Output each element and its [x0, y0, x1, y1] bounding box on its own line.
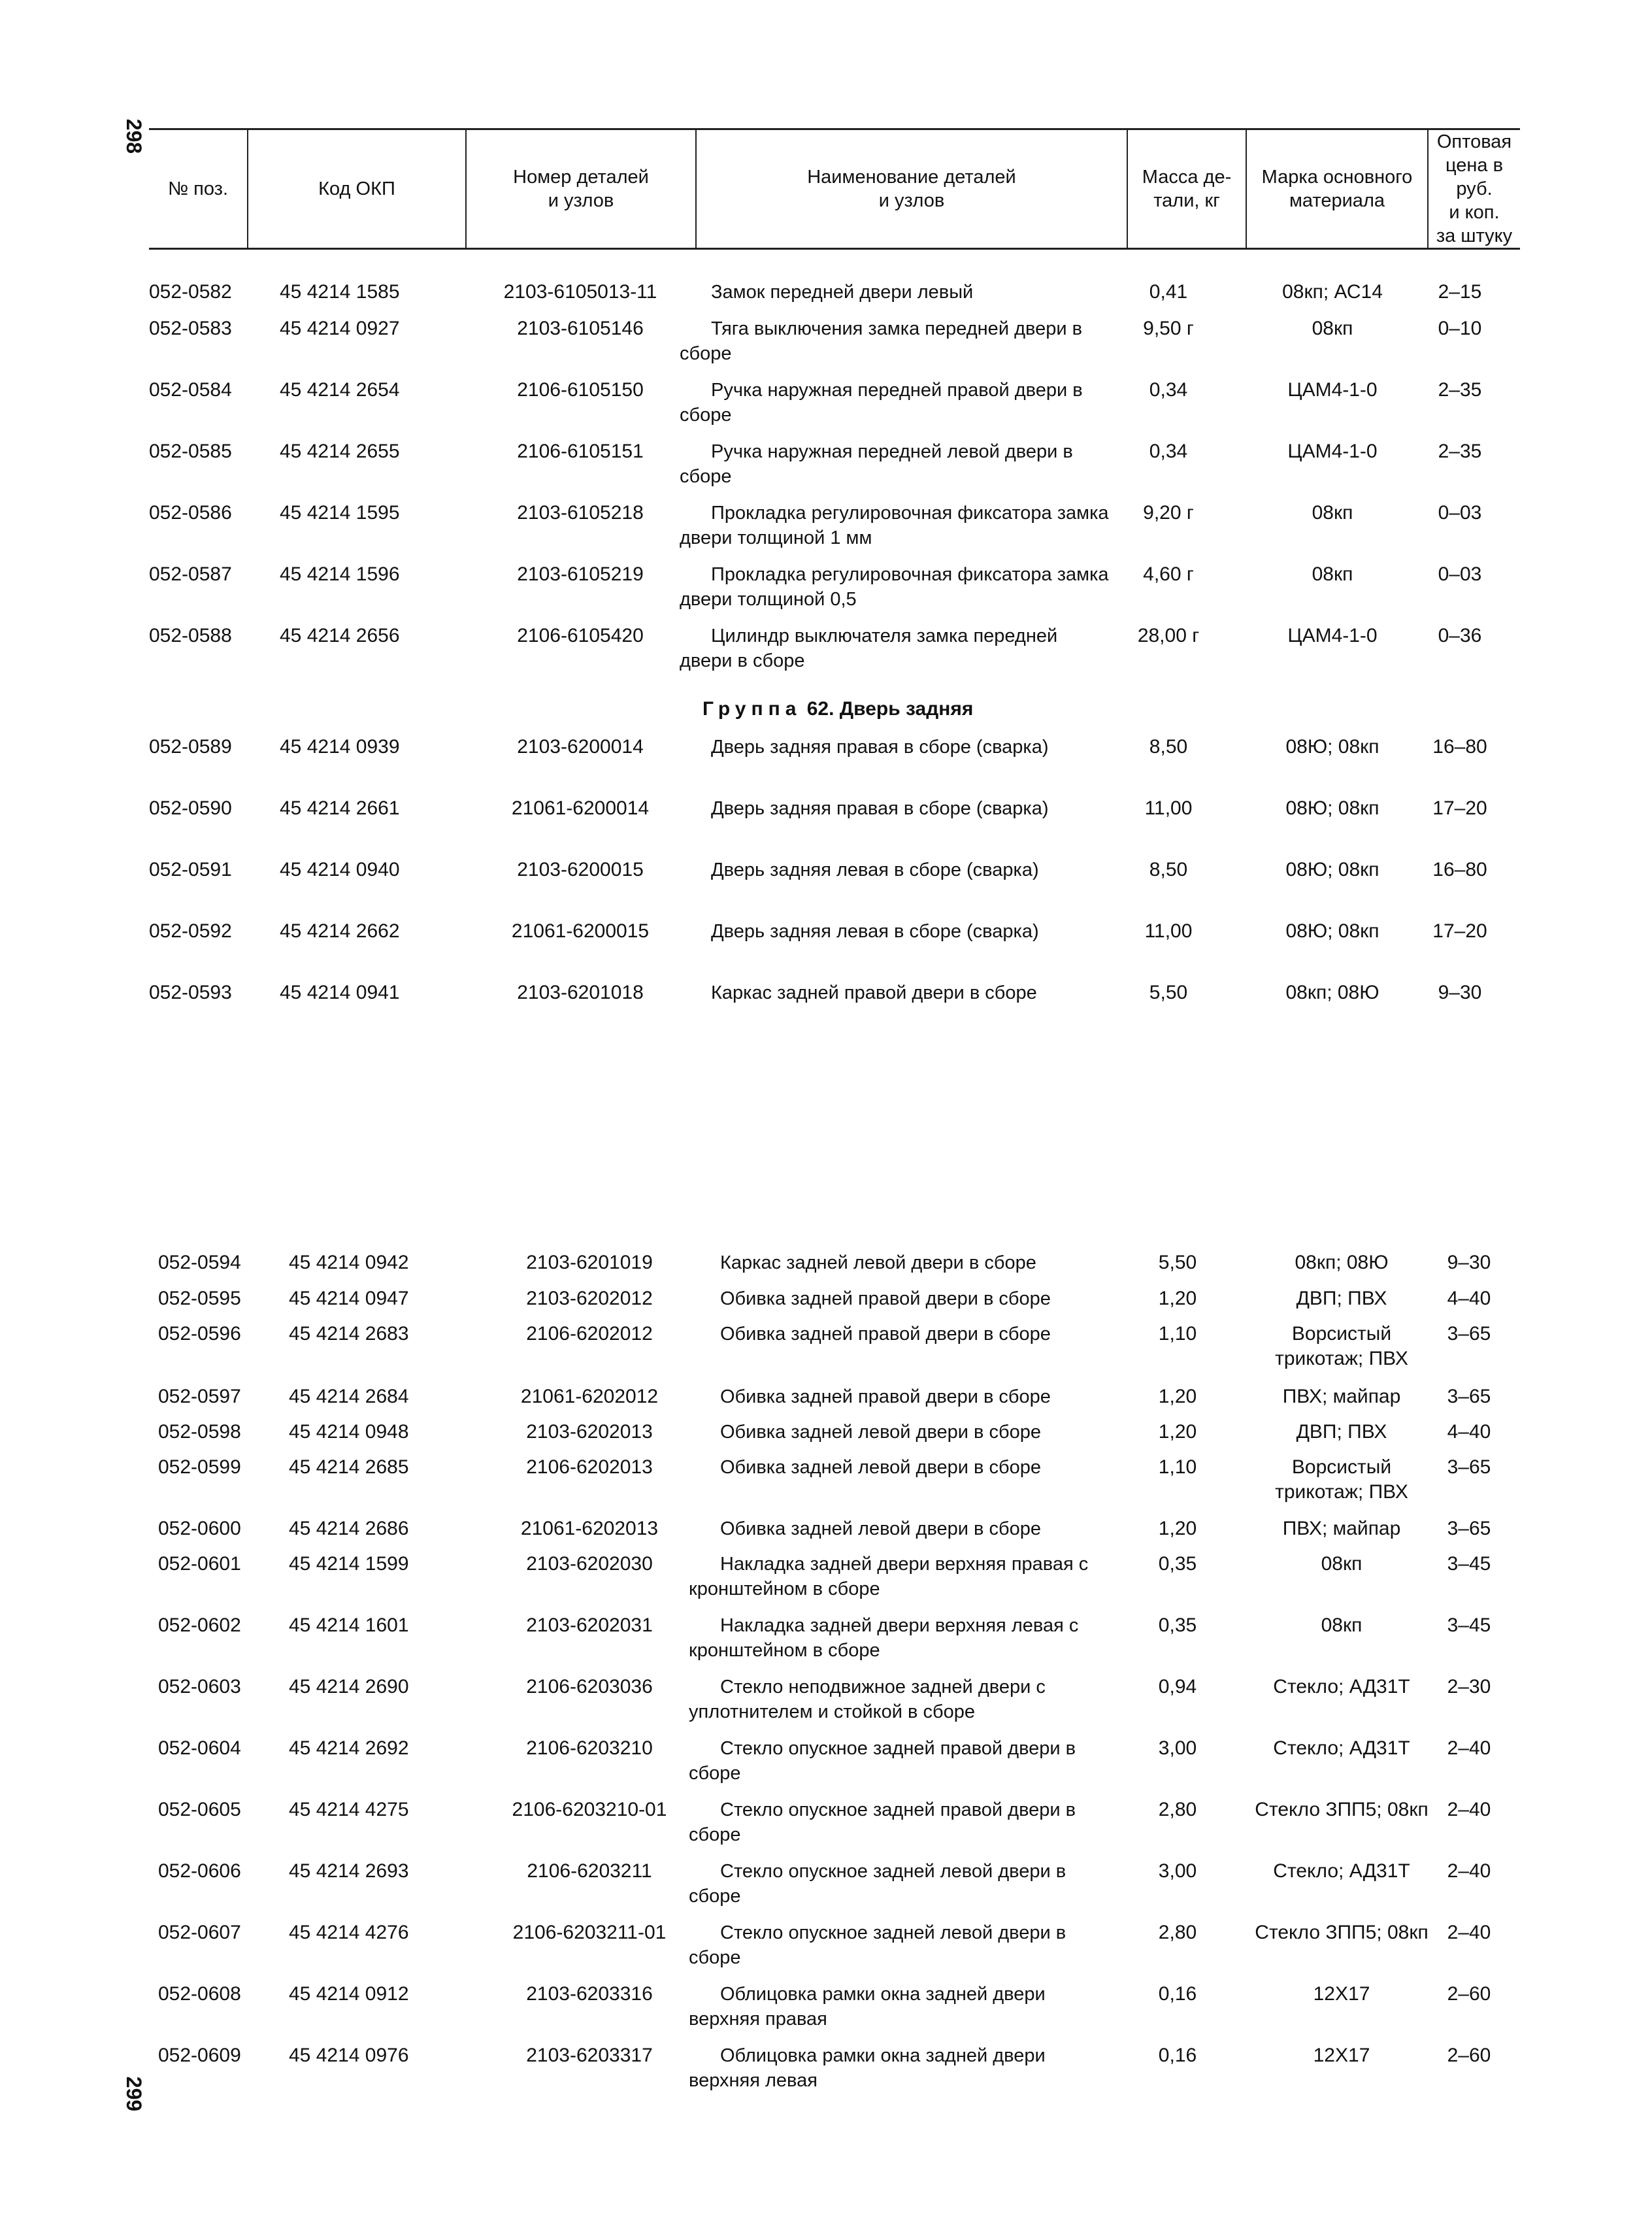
cell-part-number: 2106-6203036 [526, 1676, 653, 1697]
cell-price: 4–40 [1447, 1288, 1491, 1309]
cell-okp: 45 4214 2654 [280, 379, 400, 401]
cell-okp: 45 4214 1585 [280, 281, 400, 303]
cell-mass: 5,50 [1158, 1252, 1197, 1273]
cell-okp: 45 4214 1596 [280, 563, 400, 585]
cell-price: 4–40 [1447, 1421, 1491, 1443]
cell-price: 2–40 [1447, 1922, 1491, 1943]
group-heading [702, 698, 973, 720]
cell-part-name: Накладка задней двери верхняя левая с кронштейном в сборе [689, 1615, 1079, 1661]
cell-price: 2–40 [1447, 1860, 1491, 1882]
cell-material: 08кп [1312, 318, 1353, 339]
cell-mass: 2,80 [1158, 1799, 1197, 1820]
cell-part-name: Стекло опускное задней правой двери в сборе [689, 1738, 1076, 1784]
cell-pos: 052-0594 [158, 1252, 241, 1273]
cell-part-name: Ручка наружная передней левой двери в сборе [680, 441, 1073, 487]
cell-part-number: 2106-6202012 [526, 1323, 653, 1345]
cell-mass: 1,10 [1158, 1456, 1197, 1478]
cell-pos: 052-0593 [149, 982, 232, 1003]
cell-part-name: Стекло опускное задней левой двери в сборе [689, 1922, 1066, 1968]
cell-material: Стекло; АД31Т [1273, 1737, 1410, 1759]
cell-okp: 45 4214 0942 [289, 1252, 409, 1273]
cell-okp: 45 4214 4276 [289, 1922, 409, 1943]
cell-okp: 45 4214 2684 [289, 1386, 409, 1407]
cell-material: Стекло; АД31Т [1273, 1676, 1410, 1697]
cell-pos: 052-0584 [149, 379, 232, 401]
cell-material: ПВХ; майпар [1282, 1518, 1401, 1539]
cell-pos: 052-0586 [149, 502, 232, 524]
cell-part-name: Обивка задней левой двери в сборе [720, 1422, 1042, 1443]
cell-material: 08кп; АС14 [1282, 281, 1383, 303]
cell-pos: 052-0591 [149, 859, 232, 880]
header-pos: № поз. [167, 178, 229, 199]
cell-material: 08кп [1321, 1614, 1363, 1636]
cell-part-name: Цилиндр выключателя замка передней двери в сборе [680, 626, 1058, 671]
cell-pos: 052-0590 [149, 797, 232, 819]
cell-material: 08кп [1312, 502, 1353, 524]
cell-price: 2–40 [1447, 1799, 1491, 1820]
cell-price: 2–15 [1438, 281, 1482, 303]
cell-okp: 45 4214 2686 [289, 1518, 409, 1539]
cell-part-name: Обивка задней правой двери в сборе [720, 1386, 1051, 1407]
cell-material: ЦАМ4-1-0 [1287, 441, 1378, 462]
cell-mass: 28,00 г [1137, 625, 1200, 646]
cell-mass: 0,34 [1149, 441, 1188, 462]
cell-price: 17–20 [1432, 797, 1487, 819]
cell-material: 12Х17 [1313, 2045, 1370, 2066]
cell-material: 08Ю; 08кп [1285, 736, 1379, 758]
cell-price: 2–35 [1438, 441, 1482, 462]
cell-part-name: Прокладка регулировочная фиксатора замка двери толщиной 1 мм [680, 503, 1109, 548]
cell-material: 08Ю; 08кп [1285, 920, 1379, 942]
cell-price: 16–80 [1432, 736, 1487, 758]
table-header [149, 128, 1520, 250]
cell-okp: 45 4214 0948 [289, 1421, 409, 1443]
cell-mass: 4,60 г [1143, 563, 1194, 585]
cell-mass: 0,16 [1158, 1983, 1197, 2005]
cell-part-number: 2106-6203210 [526, 1737, 653, 1759]
cell-material: 08Ю; 08кп [1285, 797, 1379, 819]
cell-mass: 0,16 [1158, 2045, 1197, 2066]
cell-part-number: 2103-6202012 [526, 1288, 653, 1309]
cell-part-name: Тяга выключения замка передней двери в сборе [680, 318, 1082, 364]
cell-part-number: 2106-6202013 [526, 1456, 653, 1478]
header-okp: Код ОКП [318, 178, 395, 199]
cell-mass: 9,20 г [1143, 502, 1194, 524]
cell-price: 3–65 [1447, 1518, 1491, 1539]
cell-material: 08кп; 08Ю [1295, 1252, 1389, 1273]
cell-pos: 052-0607 [158, 1922, 241, 1943]
cell-mass: 1,20 [1158, 1386, 1197, 1407]
cell-material: Ворсистый трикотаж; ПВХ [1275, 1323, 1408, 1369]
header-price: Оптовая цена в руб. и коп. за штуку [1436, 131, 1513, 246]
cell-price: 3–65 [1447, 1456, 1491, 1478]
cell-part-name: Дверь задняя левая в сборе (сварка) [711, 921, 1039, 942]
cell-price: 2–40 [1447, 1737, 1491, 1759]
cell-material: 08Ю; 08кп [1285, 859, 1379, 880]
cell-part-number: 2103-6202030 [526, 1553, 653, 1575]
cell-mass: 0,35 [1158, 1614, 1197, 1636]
cell-price: 17–20 [1432, 920, 1487, 942]
cell-material: 08кп; 08Ю [1285, 982, 1379, 1003]
cell-part-number: 2103-6105219 [517, 563, 644, 585]
header-mass: Масса де- тали, кг [1142, 167, 1232, 211]
cell-mass: 2,80 [1158, 1922, 1197, 1943]
cell-okp: 45 4214 2683 [289, 1323, 409, 1345]
cell-part-number: 2103-6203316 [526, 1983, 653, 2005]
cell-okp: 45 4214 0912 [289, 1983, 409, 2005]
cell-price: 16–80 [1432, 859, 1487, 880]
cell-okp: 45 4214 2685 [289, 1456, 409, 1478]
cell-okp: 45 4214 2656 [280, 625, 400, 646]
cell-okp: 45 4214 0927 [280, 318, 400, 339]
cell-pos: 052-0587 [149, 563, 232, 585]
cell-okp: 45 4214 0940 [280, 859, 400, 880]
cell-part-name: Дверь задняя правая в сборе (сварка) [711, 737, 1049, 758]
cell-part-number: 2103-6203317 [526, 2045, 653, 2066]
cell-pos: 052-0589 [149, 736, 232, 758]
cell-price: 2–35 [1438, 379, 1482, 401]
cell-part-number: 2106-6203211-01 [512, 1922, 667, 1943]
cell-price: 2–30 [1447, 1676, 1491, 1697]
cell-price: 0–03 [1438, 563, 1482, 585]
cell-part-name: Обивка задней правой двери в сборе [720, 1288, 1051, 1309]
cell-part-number: 2103-6202013 [526, 1421, 653, 1443]
cell-mass: 9,50 г [1143, 318, 1194, 339]
cell-material: ДВП; ПВХ [1296, 1288, 1387, 1309]
cell-part-number: 2103-6105013-11 [503, 281, 657, 303]
cell-price: 3–45 [1447, 1614, 1491, 1636]
cell-material: 08кп [1312, 563, 1353, 585]
cell-pos: 052-0599 [158, 1456, 241, 1478]
cell-mass: 11,00 [1144, 920, 1193, 942]
cell-pos: 052-0608 [158, 1983, 241, 2005]
cell-part-number: 2106-6105420 [517, 625, 644, 646]
cell-part-name: Накладка задней двери верхняя правая с кронштейном в сборе [689, 1554, 1089, 1599]
cell-pos: 052-0602 [158, 1614, 241, 1636]
cell-okp: 45 4214 0939 [280, 736, 400, 758]
cell-part-number: 21061-6202013 [520, 1518, 659, 1539]
cell-okp: 45 4214 1595 [280, 502, 400, 524]
cell-pos: 052-0606 [158, 1860, 241, 1882]
cell-price: 9–30 [1447, 1252, 1491, 1273]
page-number-bottom: 299 [122, 2076, 146, 2112]
cell-material: 12Х17 [1313, 1983, 1370, 2005]
cell-okp: 45 4214 0947 [289, 1288, 409, 1309]
cell-mass: 0,41 [1149, 281, 1188, 303]
cell-part-name: Обивка задней левой двери в сборе [720, 1457, 1042, 1478]
cell-mass: 0,94 [1158, 1676, 1197, 1697]
cell-pos: 052-0585 [149, 441, 232, 462]
cell-pos: 052-0600 [158, 1518, 241, 1539]
cell-okp: 45 4214 0976 [289, 2045, 409, 2066]
cell-price: 2–60 [1447, 1983, 1491, 2005]
cell-mass: 1,10 [1158, 1323, 1197, 1345]
cell-material: ЦАМ4-1-0 [1287, 625, 1378, 646]
cell-part-number: 2106-6105151 [517, 441, 644, 462]
cell-material: ЦАМ4-1-0 [1287, 379, 1378, 401]
cell-part-name: Каркас задней правой двери в сборе [711, 982, 1037, 1003]
cell-pos: 052-0603 [158, 1676, 241, 1697]
cell-part-number: 2103-6200014 [517, 736, 644, 758]
cell-pos: 052-0605 [158, 1799, 241, 1820]
cell-material: 08кп [1321, 1553, 1363, 1575]
cell-part-number: 2103-6201019 [526, 1252, 653, 1273]
group-heading-title: 62. Дверь задняя [806, 698, 974, 720]
cell-price: 9–30 [1438, 982, 1482, 1003]
cell-part-number: 21061-6200015 [511, 920, 650, 942]
cell-okp: 45 4214 2661 [280, 797, 400, 819]
cell-part-name: Дверь задняя левая в сборе (сварка) [711, 860, 1039, 880]
cell-pos: 052-0598 [158, 1421, 241, 1443]
cell-price: 3–65 [1447, 1323, 1491, 1345]
cell-part-number: 2103-6200015 [517, 859, 644, 880]
cell-part-name: Стекло неподвижное задней двери с уплотнителем и стойкой в сборе [689, 1677, 1046, 1722]
cell-okp: 45 4214 2692 [289, 1737, 409, 1759]
cell-mass: 0,34 [1149, 379, 1188, 401]
cell-okp: 45 4214 1601 [289, 1614, 409, 1636]
cell-price: 3–65 [1447, 1386, 1491, 1407]
cell-mass: 1,20 [1158, 1518, 1197, 1539]
cell-part-name: Облицовка рамки окна задней двери верхняя правая [689, 1984, 1046, 2030]
cell-pos: 052-0601 [158, 1553, 241, 1575]
cell-part-number: 2103-6105218 [517, 502, 644, 524]
cell-part-name: Облицовка рамки окна задней двери верхняя левая [689, 2045, 1046, 2091]
cell-pos: 052-0597 [158, 1386, 241, 1407]
cell-part-number: 2106-6105150 [517, 379, 644, 401]
cell-pos: 052-0609 [158, 2045, 241, 2066]
cell-okp: 45 4214 2690 [289, 1676, 409, 1697]
cell-part-number: 21061-6202012 [520, 1386, 659, 1407]
cell-material: Ворсистый трикотаж; ПВХ [1275, 1456, 1408, 1503]
cell-part-name: Ручка наружная передней правой двери в сборе [680, 380, 1083, 426]
cell-okp: 45 4214 4275 [289, 1799, 409, 1820]
cell-part-name: Каркас задней левой двери в сборе [720, 1252, 1036, 1273]
cell-part-number: 2103-6202031 [526, 1614, 653, 1636]
cell-mass: 8,50 [1149, 859, 1188, 880]
cell-pos: 052-0583 [149, 318, 232, 339]
cell-pos: 052-0592 [149, 920, 232, 942]
cell-part-name: Обивка задней левой двери в сборе [720, 1518, 1042, 1539]
header-part-name: Наименование деталей и узлов [807, 167, 1016, 211]
cell-price: 2–60 [1447, 2045, 1491, 2066]
cell-okp: 45 4214 2655 [280, 441, 400, 462]
cell-part-number: 2106-6203210-01 [512, 1799, 667, 1820]
cell-mass: 3,00 [1158, 1737, 1197, 1759]
cell-price: 0–10 [1438, 318, 1482, 339]
cell-pos: 052-0604 [158, 1737, 241, 1759]
cell-material: ПВХ; майпар [1282, 1386, 1401, 1407]
cell-mass: 1,20 [1158, 1288, 1197, 1309]
cell-mass: 1,20 [1158, 1421, 1197, 1443]
cell-material: Стекло; АД31Т [1273, 1860, 1410, 1882]
cell-material: Стекло ЗПП5; 08кп [1255, 1922, 1429, 1943]
cell-part-name: Обивка задней правой двери в сборе [720, 1324, 1051, 1345]
cell-part-number: 21061-6200014 [511, 797, 650, 819]
cell-pos: 052-0582 [149, 281, 232, 303]
cell-part-number: 2103-6201018 [517, 982, 644, 1003]
group-heading-word: Группа [702, 698, 802, 720]
cell-mass: 11,00 [1144, 797, 1193, 819]
cell-mass: 5,50 [1149, 982, 1188, 1003]
cell-part-name: Стекло опускное задней левой двери в сборе [689, 1861, 1066, 1907]
cell-part-name: Замок передней двери левый [711, 282, 974, 303]
cell-part-name: Дверь задняя правая в сборе (сварка) [711, 798, 1049, 819]
header-part-number: Номер деталей и узлов [513, 167, 649, 211]
cell-material: Стекло ЗПП5; 08кп [1255, 1799, 1429, 1820]
cell-mass: 8,50 [1149, 736, 1188, 758]
cell-okp: 45 4214 2693 [289, 1860, 409, 1882]
cell-mass: 0,35 [1158, 1553, 1197, 1575]
cell-okp: 45 4214 1599 [289, 1553, 409, 1575]
page-number-top: 298 [122, 118, 146, 154]
cell-pos: 052-0588 [149, 625, 232, 646]
cell-okp: 45 4214 0941 [280, 982, 400, 1003]
cell-part-name: Прокладка регулировочная фиксатора замка двери толщиной 0,5 [680, 564, 1109, 610]
cell-material: ДВП; ПВХ [1296, 1421, 1387, 1443]
header-material: Марка основного материала [1261, 167, 1413, 211]
cell-price: 0–03 [1438, 502, 1482, 524]
cell-part-number: 2103-6105146 [517, 318, 644, 339]
cell-part-name: Стекло опускное задней правой двери в сборе [689, 1799, 1076, 1845]
cell-pos: 052-0595 [158, 1288, 241, 1309]
cell-part-number: 2106-6203211 [527, 1860, 652, 1882]
cell-price: 3–45 [1447, 1553, 1491, 1575]
cell-okp: 45 4214 2662 [280, 920, 400, 942]
cell-price: 0–36 [1438, 625, 1482, 646]
cell-mass: 3,00 [1158, 1860, 1197, 1882]
cell-pos: 052-0596 [158, 1323, 241, 1345]
